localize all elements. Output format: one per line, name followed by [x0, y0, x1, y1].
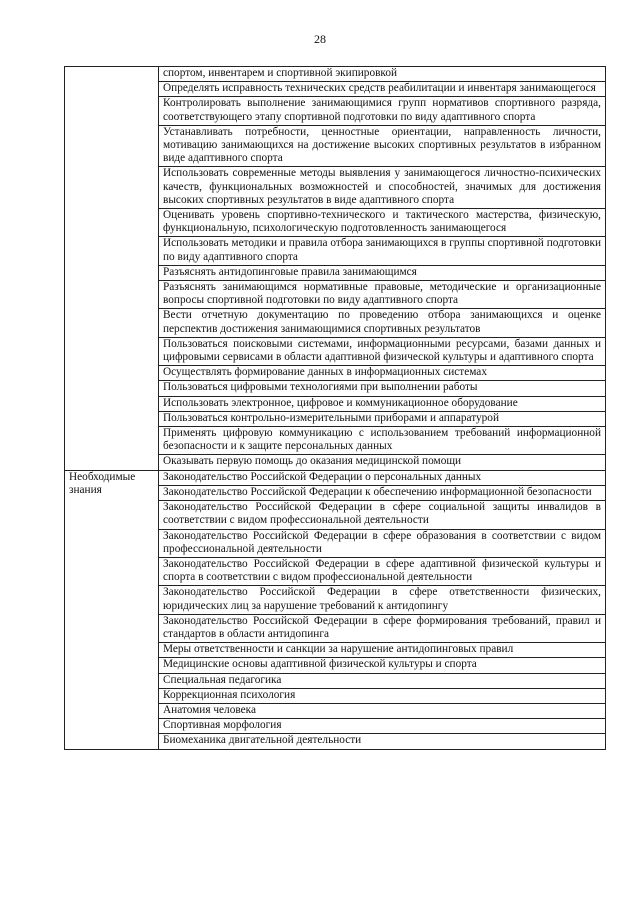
item-cell: Законодательство Российской Федерации в сфере формирования требований, правил и стандартов в области антидопинга: [159, 614, 606, 642]
item-cell: Коррекционная психология: [159, 688, 606, 703]
item-cell: Оценивать уровень спортивно-технического и тактического мастерства, физическую, функциональную, психологическую подготовленность занимающегося: [159, 209, 606, 237]
item-cell: Устанавливать потребности, ценностные ориентации, направленность личности, мотивацию занимающихся на достижение высоких спортивных результатов в избранном виде адаптивного спорта: [159, 125, 606, 167]
item-cell: Использовать электронное, цифровое и коммуникационное оборудование: [159, 396, 606, 411]
item-cell: Вести отчетную документацию по проведению отбора занимающихся и оценке перспектив достижения занимающимися спортивных результатов: [159, 309, 606, 337]
item-cell: Законодательство Российской Федерации о персональных данных: [159, 470, 606, 485]
category-cell-knowledge: Необходимые знания: [65, 470, 159, 749]
item-cell: Определять исправность технических средств реабилитации и инвентаря занимающегося: [159, 82, 606, 97]
item-cell: Специальная педагогика: [159, 673, 606, 688]
item-cell: Использовать методики и правила отбора занимающихся в группы спортивной подготовки по виду адаптивного спорта: [159, 237, 606, 265]
item-cell: спортом, инвентарем и спортивной экипировкой: [159, 67, 606, 82]
item-cell: Медицинские основы адаптивной физической культуры и спорта: [159, 658, 606, 673]
item-cell: Пользоваться цифровыми технологиями при выполнении работы: [159, 381, 606, 396]
item-cell: Пользоваться контрольно-измерительными приборами и аппаратурой: [159, 411, 606, 426]
item-cell: Законодательство Российской Федерации в сфере социальной защиты инвалидов в соответствии с видом профессиональной деятельности: [159, 501, 606, 529]
page-number: 28: [314, 32, 326, 46]
table-row: [65, 67, 606, 82]
item-cell: Применять цифровую коммуникацию с использованием требований информационной безопасности и к защите персональных данных: [159, 427, 606, 455]
item-cell: Законодательство Российской Федерации в сфере адаптивной физической культуры и спорта в соответствии с видом профессиональной деятельности: [159, 557, 606, 585]
item-cell: Анатомия человека: [159, 703, 606, 718]
table-row: [65, 470, 606, 485]
item-cell: Пользоваться поисковыми системами, информационными ресурсами, базами данных и цифровыми сервисами в области адаптивной физической культуры и адаптивного спорта: [159, 337, 606, 365]
category-cell-skills: [65, 67, 159, 471]
item-cell: Биомеханика двигательной деятельности: [159, 734, 606, 749]
item-cell: Законодательство Российской Федерации в сфере ответственности физических, юридических лиц за нарушение требований к антидопингу: [159, 586, 606, 614]
item-cell: Законодательство Российской Федерации в сфере образования в соответствии с видом профессиональной деятельности: [159, 529, 606, 557]
item-cell: Осуществлять формирование данных в информационных системах: [159, 366, 606, 381]
item-cell: Законодательство Российской Федерации к обеспечению информационной безопасности: [159, 485, 606, 500]
item-cell: Использовать современные методы выявления у занимающегося личностно-психических качеств, функциональных возможностей и способностей, значимых для достижения высоких спортивных результатов в виде адаптивного спорта: [159, 167, 606, 209]
item-cell: Спортивная морфология: [159, 719, 606, 734]
item-cell: Контролировать выполнение занимающимися групп нормативов спортивного разряда, соответствующего этапу спортивной подготовки по виду адаптивного спорта: [159, 97, 606, 125]
item-cell: Разъяснять занимающимся нормативные правовые, методические и организационные вопросы спортивной подготовки по виду адаптивного спорта: [159, 281, 606, 309]
item-cell: Разъяснять антидопинговые правила занимающимся: [159, 265, 606, 280]
requirements-table: [64, 66, 606, 750]
item-cell: Оказывать первую помощь до оказания медицинской помощи: [159, 455, 606, 470]
item-cell: Меры ответственности и санкции за нарушение антидопинговых правил: [159, 643, 606, 658]
